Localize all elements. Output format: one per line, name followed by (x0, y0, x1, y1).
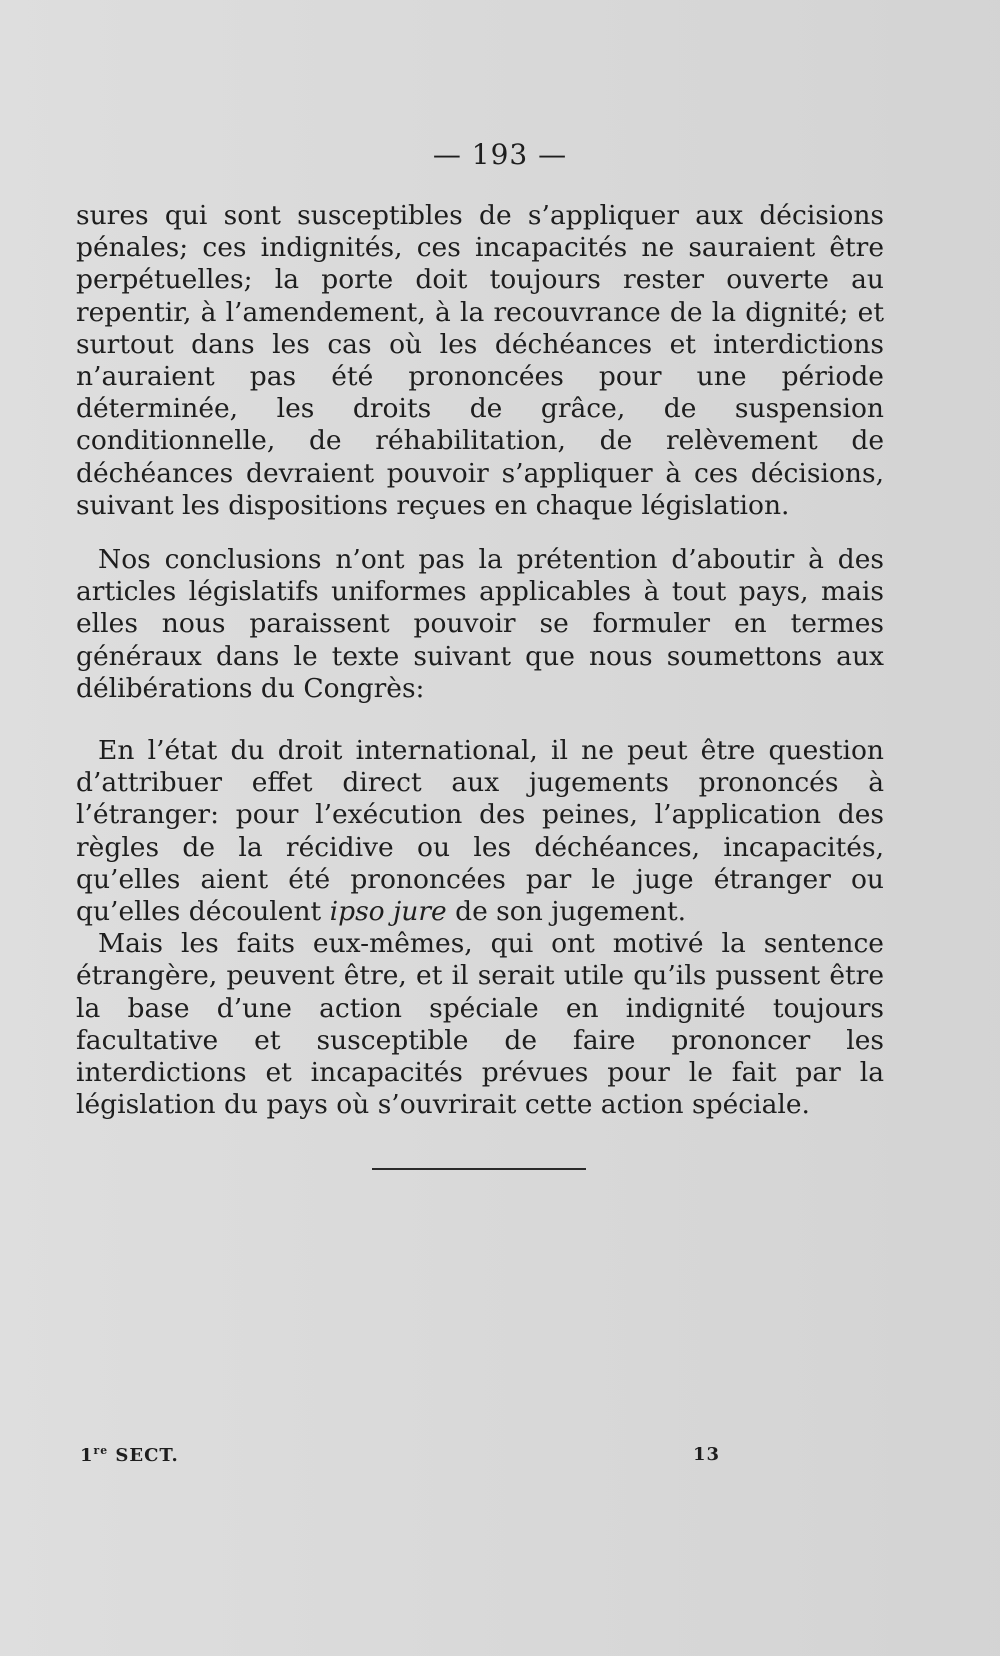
paragraph-international-law-end: de son jugement. (446, 896, 687, 928)
paragraph-international-law (76, 735, 884, 928)
signature-mark: 1re SECT. (80, 1444, 179, 1466)
paragraph-special-action: Mais les faits eux-mêmes, qui ont motivé la sentence étrangère, peuvent être, et il serait utile qu’ils pussent être la base d’une action spéciale en indignité toujours facultative et susceptible de faire prononcer les interdictions et incapacités prévues pour le fait par la législation du pays où s’ouvrirait cette action spéciale. (76, 928, 884, 1121)
section-divider (372, 1168, 586, 1170)
sheet-number: 13 (692, 1444, 720, 1465)
italic-ipso-jure: ipso jure (329, 896, 447, 928)
paragraph-international-law-text: En l’état du droit international, il ne peut être question d’attribuer effet direct aux jugements prononcés à l’étranger: pour l’exécution des peines, l’application des règles de la récidive ou les déchéances, incapacités, qu’elles aient été prononcées par le juge étranger ou qu’elles découlent (76, 735, 884, 928)
page-footer (80, 1444, 720, 1466)
page-number: — 193 — (432, 138, 568, 171)
paragraph-conclusions: Nos conclusions n’ont pas la prétention d’aboutir à des articles législatifs uniformes applicables à tout pays, mais elles nous paraissent pouvoir se formuler en termes généraux dans le texte suivant que nous soumettons aux délibérations du Congrès: (76, 544, 884, 704)
body-text (76, 200, 884, 1121)
paragraph-continuation: sures qui sont susceptibles de s’appliquer aux décisions pénales; ces indignités, ces incapacités ne sauraient être perpétuelles; la porte doit toujours rester ouverte au repentir, à l’amendement, à la recouvrance de la dignité; et surtout dans les cas où les déchéances et interdictions n’auraient pas été prononcées pour une période déterminée, les droits de grâce, de suspension conditionnelle, de réhabilitation, de relèvement de déchéances devraient pouvoir s’appliquer à ces décisions, suivant les dispositions reçues en chaque législation. (76, 200, 884, 521)
